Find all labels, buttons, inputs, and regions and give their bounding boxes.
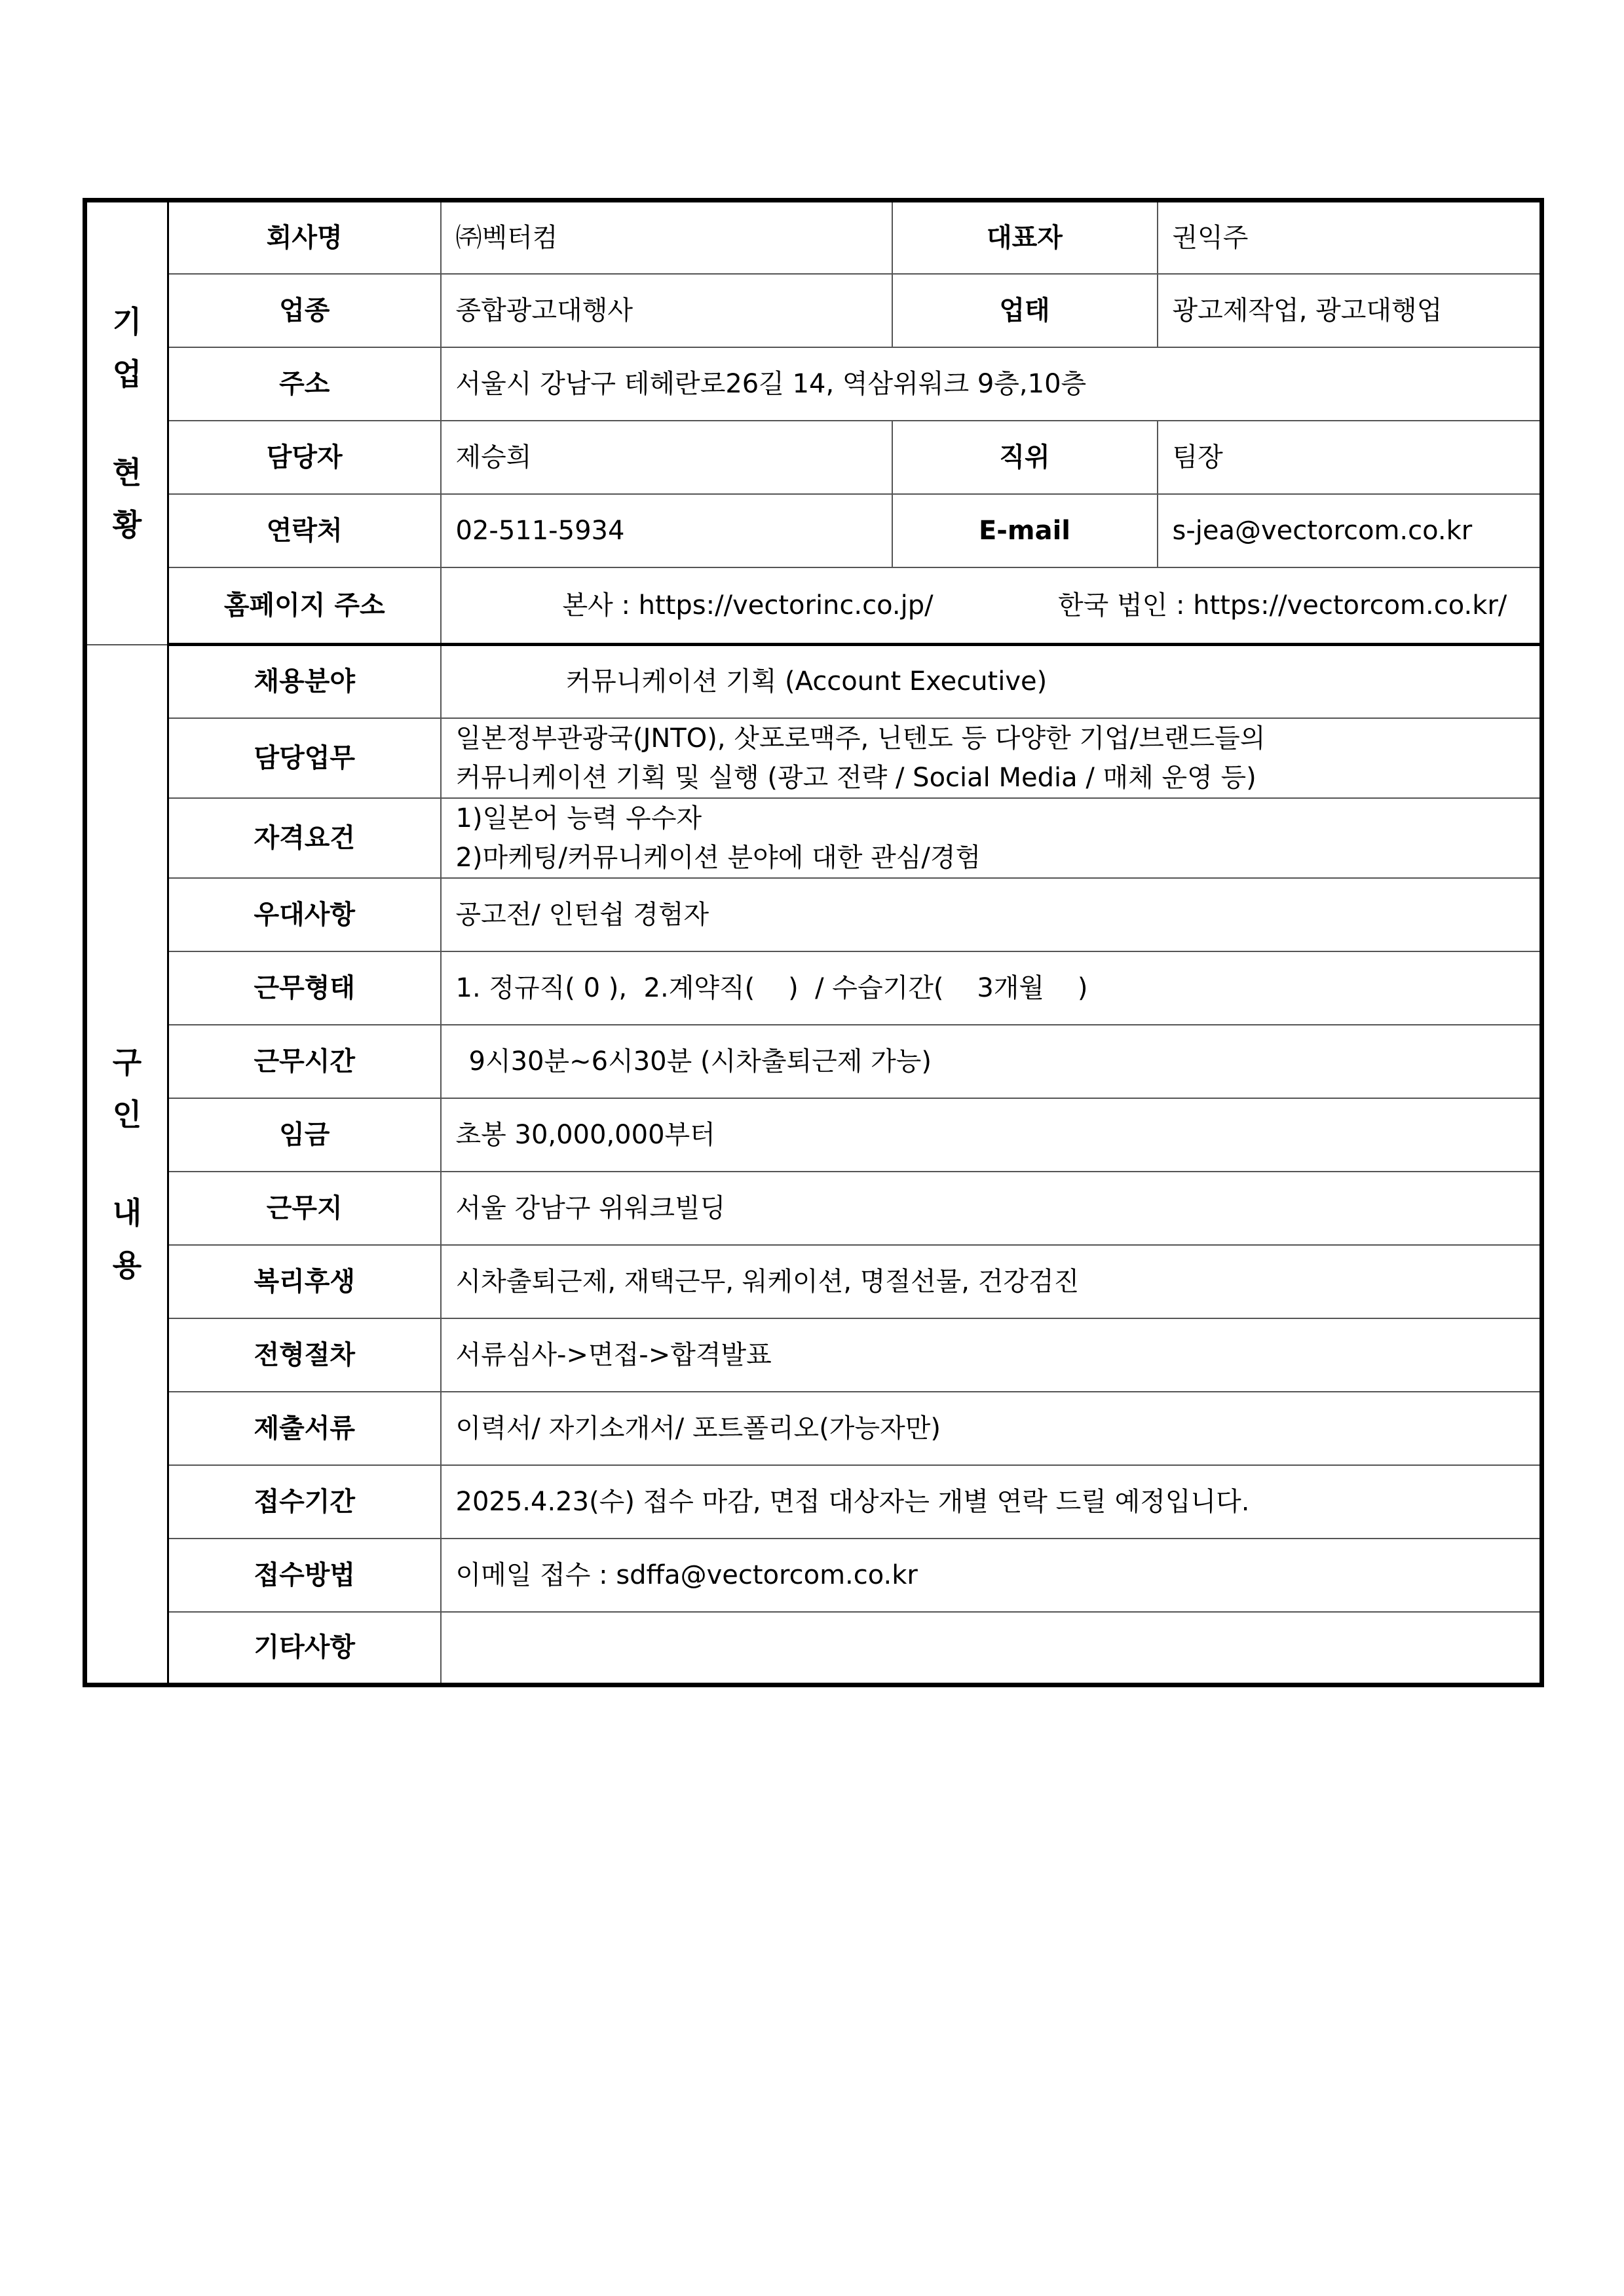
benefits-label: 복리후생 [168,1245,441,1318]
section-char: 인 [112,1097,142,1133]
employment-type-row [85,951,1542,1025]
duties-label: 담당업무 [168,718,441,798]
working-hours-row [85,1025,1542,1098]
phone-label: 연락처 [168,494,441,567]
salary-row [85,1098,1542,1172]
work-location-value: 서울 강남구 위워크빌딩 [441,1172,1542,1245]
process-value: 서류심사->면접->합격발표 [441,1318,1542,1392]
industry-row [85,274,1542,347]
address-label: 주소 [168,347,441,421]
address-value: 서울시 강남구 테헤란로26길 14, 역삼위워크 9층,10층 [441,347,1542,421]
qualification-line: 1)일본어 능력 우수자 [455,803,702,833]
working-hours-value: 9시30분~6시30분 (시차출퇴근제 가능) [441,1025,1542,1098]
job-section-title [85,645,168,1685]
homepage-label: 홈페이지 주소 [168,567,441,645]
section-char: 현 [112,454,142,490]
contact-person-value: 제승희 [441,421,892,494]
qualification-row [85,798,1542,878]
homepage-kr-link[interactable]: 한국 법인 : https://vectorcom.co.kr/ [1058,590,1507,621]
process-label: 전형절차 [168,1318,441,1392]
benefits-row [85,1245,1542,1318]
duties-line: 일본정부관광국(JNTO), 삿포로맥주, 닌텐도 등 다양한 기업/브랜드들의 [455,723,1266,754]
company-name-label: 회사명 [168,201,441,274]
documents-value: 이력서/ 자기소개서/ 포트폴리오(가능자만) [441,1392,1542,1465]
salary-label: 임금 [168,1098,441,1172]
homepage-row [85,567,1542,645]
contact-person-label: 담당자 [168,421,441,494]
qualification-line: 2)마케팅/커뮤니케이션 분야에 대한 관심/경험 [455,842,981,873]
preference-value: 공고전/ 인턴쉽 경험자 [441,878,1542,951]
section-char: 구 [112,1044,142,1081]
documents-label: 제출서류 [168,1392,441,1465]
duties-line: 커뮤니케이션 기획 및 실행 (광고 전략 / Social Media / 매체 운영 등) [455,762,1256,793]
qualification-label: 자격요건 [168,798,441,878]
recruitment-form-table [83,198,1544,1687]
salary-value: 초봉 30,000,000부터 [441,1098,1542,1172]
benefits-value: 시차출퇴근제, 재택근무, 워케이션, 명절선물, 건강검진 [441,1245,1542,1318]
email-label: E-mail [892,494,1158,567]
email-value: s-jea@vectorcom.co.kr [1158,494,1542,567]
business-type-value: 광고제작업, 광고대행업 [1158,274,1542,347]
application-method-label: 접수방법 [168,1539,441,1612]
application-method-row [85,1539,1542,1612]
section-char: 황 [112,507,142,543]
section-char: 기 [112,303,142,339]
work-location-row [85,1172,1542,1245]
working-hours-label: 근무시간 [168,1025,441,1098]
section-char: 용 [112,1248,142,1284]
process-row [85,1318,1542,1392]
work-location-label: 근무지 [168,1172,441,1245]
section-char: 업 [112,356,142,392]
application-period-row [85,1465,1542,1539]
section-char: 내 [112,1195,142,1231]
application-period-label: 접수기간 [168,1465,441,1539]
business-type-label: 업태 [892,274,1158,347]
preference-row [85,878,1542,951]
employment-type-value: 1. 정규직( 0 ), 2.계약직( ) / 수습기간( 3개월 ) [441,951,1542,1025]
industry-value: 종합광고대행사 [441,274,892,347]
homepage-value [441,567,1542,645]
position-value: 팀장 [1158,421,1542,494]
etc-row [85,1612,1542,1685]
job-field-value: 커뮤니케이션 기획 (Account Executive) [441,645,1542,718]
etc-value [441,1612,1542,1685]
preference-label: 우대사항 [168,878,441,951]
qualification-value [441,798,1542,878]
documents-row [85,1392,1542,1465]
ceo-label: 대표자 [892,201,1158,274]
etc-label: 기타사항 [168,1612,441,1685]
job-field-row [85,645,1542,718]
duties-value [441,718,1542,798]
phone-row [85,494,1542,567]
position-label: 직위 [892,421,1158,494]
contact-person-row [85,421,1542,494]
application-method-value: 이메일 접수 : sdffa@vectorcom.co.kr [441,1539,1542,1612]
phone-value: 02-511-5934 [441,494,892,567]
application-period-value: 2025.4.23(수) 접수 마감, 면접 대상자는 개별 연락 드릴 예정입니다. [441,1465,1542,1539]
industry-label: 업종 [168,274,441,347]
company-name-row [85,201,1542,274]
ceo-value: 권익주 [1158,201,1542,274]
company-name-value: ㈜벡터컴 [441,201,892,274]
homepage-hq-link[interactable]: 본사 : https://vectorinc.co.jp/ [562,590,934,621]
job-field-label: 채용분야 [168,645,441,718]
employment-type-label: 근무형태 [168,951,441,1025]
company-section-title [85,201,168,645]
duties-row [85,718,1542,798]
address-row [85,347,1542,421]
